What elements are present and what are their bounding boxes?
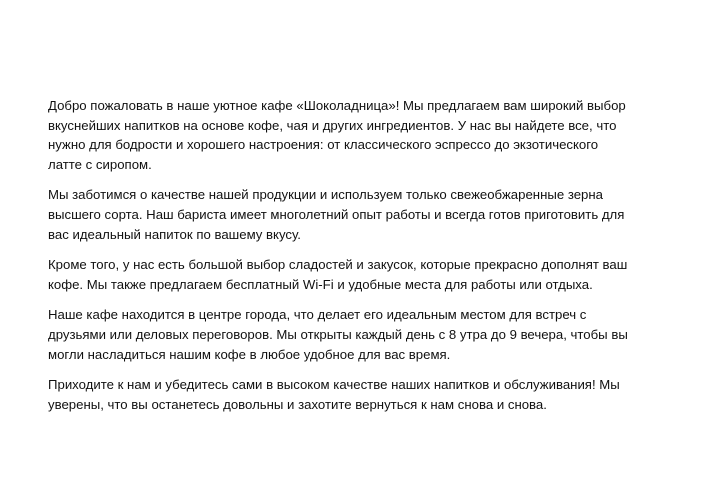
paragraph-invitation	[48, 375, 688, 414]
text-line: Наше кафе находится в центре города, что делает его идеальным местом для встреч с	[48, 307, 587, 323]
paragraph-quality	[48, 185, 688, 244]
paragraph-welcome	[48, 96, 688, 174]
document-body	[48, 96, 688, 425]
text-line: друзьями или деловых переговоров. Мы открыты каждый день с 8 утра до 9 вечера, чтобы вы	[48, 326, 628, 342]
text-line: Мы заботимся о качестве нашей продукции и используем только свежеобжаренные зерна	[48, 187, 604, 203]
text-line: вас идеальный напиток по вашему вкусу.	[48, 226, 301, 242]
text-line: высшего сорта. Наш бариста имеет многолетний опыт работы и всегда готов приготовить для	[48, 206, 625, 222]
text-line: уверены, что вы останетесь довольны и захотите вернуться к нам снова и снова.	[48, 396, 547, 412]
text-line: кофе. Мы также предлагаем бесплатный Wi-Fi и удобные места для работы или отдыха.	[48, 276, 593, 292]
text-line: могли насладиться нашим кофе в любое удобное для вас время.	[48, 346, 451, 362]
text-line: Кроме того, у нас есть большой выбор сладостей и закусок, которые прекрасно дополнят ваш	[48, 257, 628, 273]
text-line: вкуснейших напитков на основе кофе, чая и других ингредиентов. У нас вы найдете все, что	[48, 117, 617, 133]
paragraph-sweets	[48, 255, 688, 294]
text-line: Добро пожаловать в наше уютное кафе «Шоколадница»! Мы предлагаем вам широкий выбор	[48, 98, 626, 113]
paragraph-location	[48, 305, 688, 364]
text-line: Приходите к нам и убедитесь сами в высоком качестве наших напитков и обслуживания! Мы	[48, 377, 620, 393]
text-line: латте с сиропом.	[48, 156, 152, 172]
text-line: нужно для бодрости и хорошего настроения: от классического эспрессо до экзотического	[48, 137, 599, 153]
